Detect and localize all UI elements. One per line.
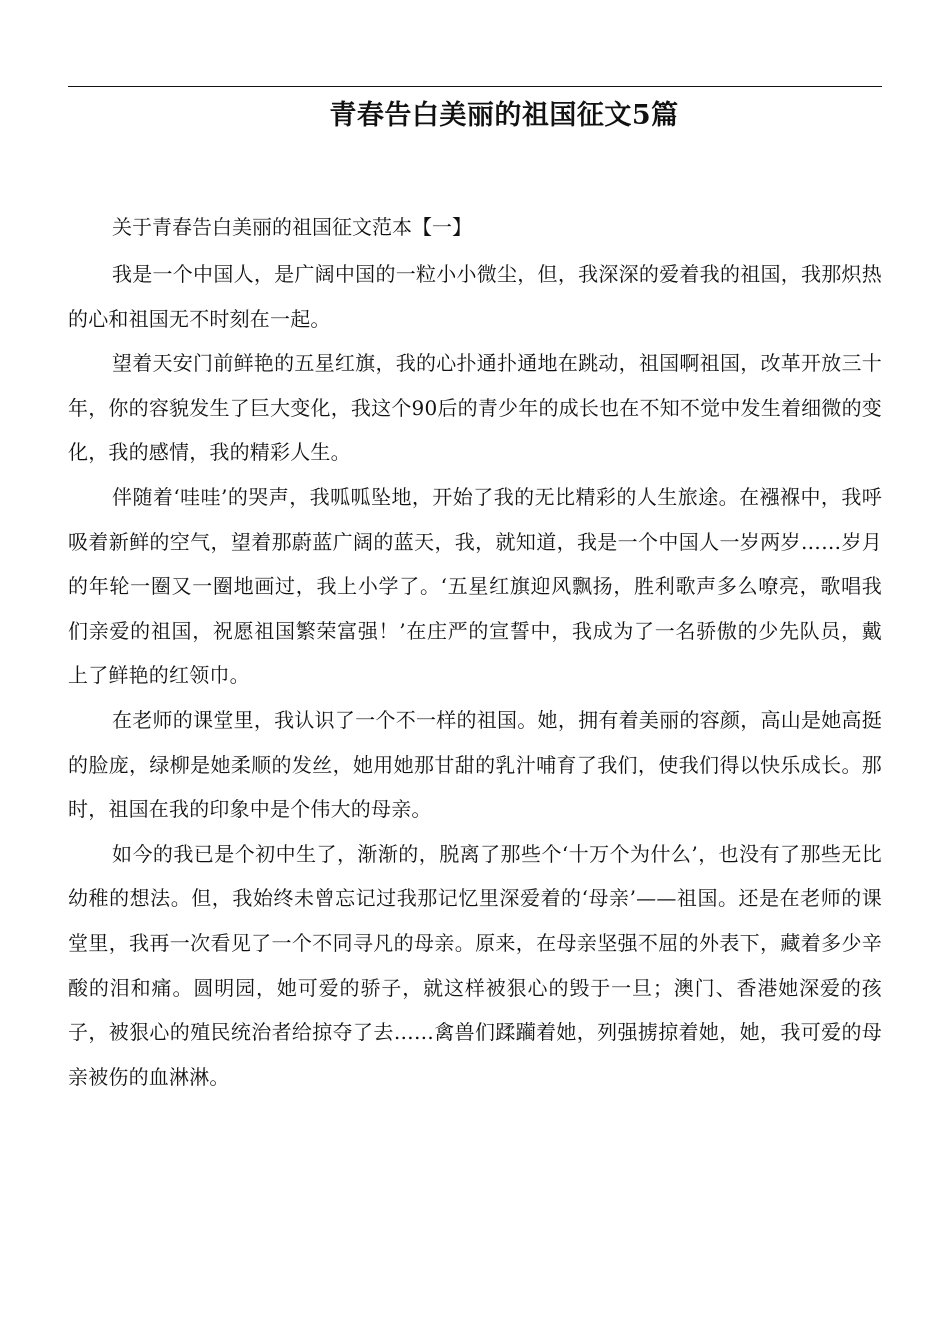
paragraph: 望着天安门前鲜艳的五星红旗，我的心扑通扑通地在跳动，祖国啊祖国，改革开放三十年，你的容貌发生了巨大变化，我这个90后的青少年的成长也在不知不觉中发生着细微的变化，我的感情，我的精彩人生。: [68, 351, 882, 465]
paragraph: 我是一个中国人，是广阔中国的一粒小小微尘，但，我深深的爱着我的祖国，我那炽热的心和祖国无不时刻在一起。: [68, 262, 882, 331]
header-rule: [68, 86, 882, 87]
paragraph: 如今的我已是个初中生了，渐渐的，脱离了那些个‘十万个为什么’，也没有了那些无比幼稚的想法。但，我始终未曾忘记过我那记忆里深爱着的‘母亲’——祖国。还是在老师的课堂里，我再一次看见了一个不同寻凡的母亲。原来，在母亲坚强不屈的外表下，藏着多少辛酸的泪和痛。圆明园，她可爱的骄子，就这样被狠心的毁于一旦；澳门、香港她深爱的孩子，被狠心的殖民统治者给掠夺了去……禽兽们蹂躏着她，列强掳掠着她，她，我可爱的母亲被伤的血淋淋。: [68, 841, 882, 1089]
document-title: 青春告白美丽的祖国征文5篇: [329, 100, 679, 131]
document-body: [68, 207, 882, 1099]
section-heading: 关于青春告白美丽的祖国征文范本【一】: [112, 215, 472, 239]
paragraph: 伴随着‘哇哇’的哭声，我呱呱坠地，开始了我的无比精彩的人生旅途。在襁褓中，我呼吸着新鲜的空气，望着那蔚蓝广阔的蓝天，我，就知道，我是一个中国人一岁两岁……岁月的年轮一圈又一圈地画过，我上小学了。‘五星红旗迎风飘扬，胜利歌声多么嘹亮，歌唱我们亲爱的祖国，祝愿祖国繁荣富强！’在庄严的宣誓中，我成为了一名骄傲的少先队员，戴上了鲜艳的红领巾。: [68, 484, 882, 688]
paragraph: 在老师的课堂里，我认识了一个不一样的祖国。她，拥有着美丽的容颜，高山是她高挺的脸庞，绿柳是她柔顺的发丝，她用她那甘甜的乳汁哺育了我们，使我们得以快乐成长。那时，祖国在我的印象中是个伟大的母亲。: [68, 707, 882, 822]
